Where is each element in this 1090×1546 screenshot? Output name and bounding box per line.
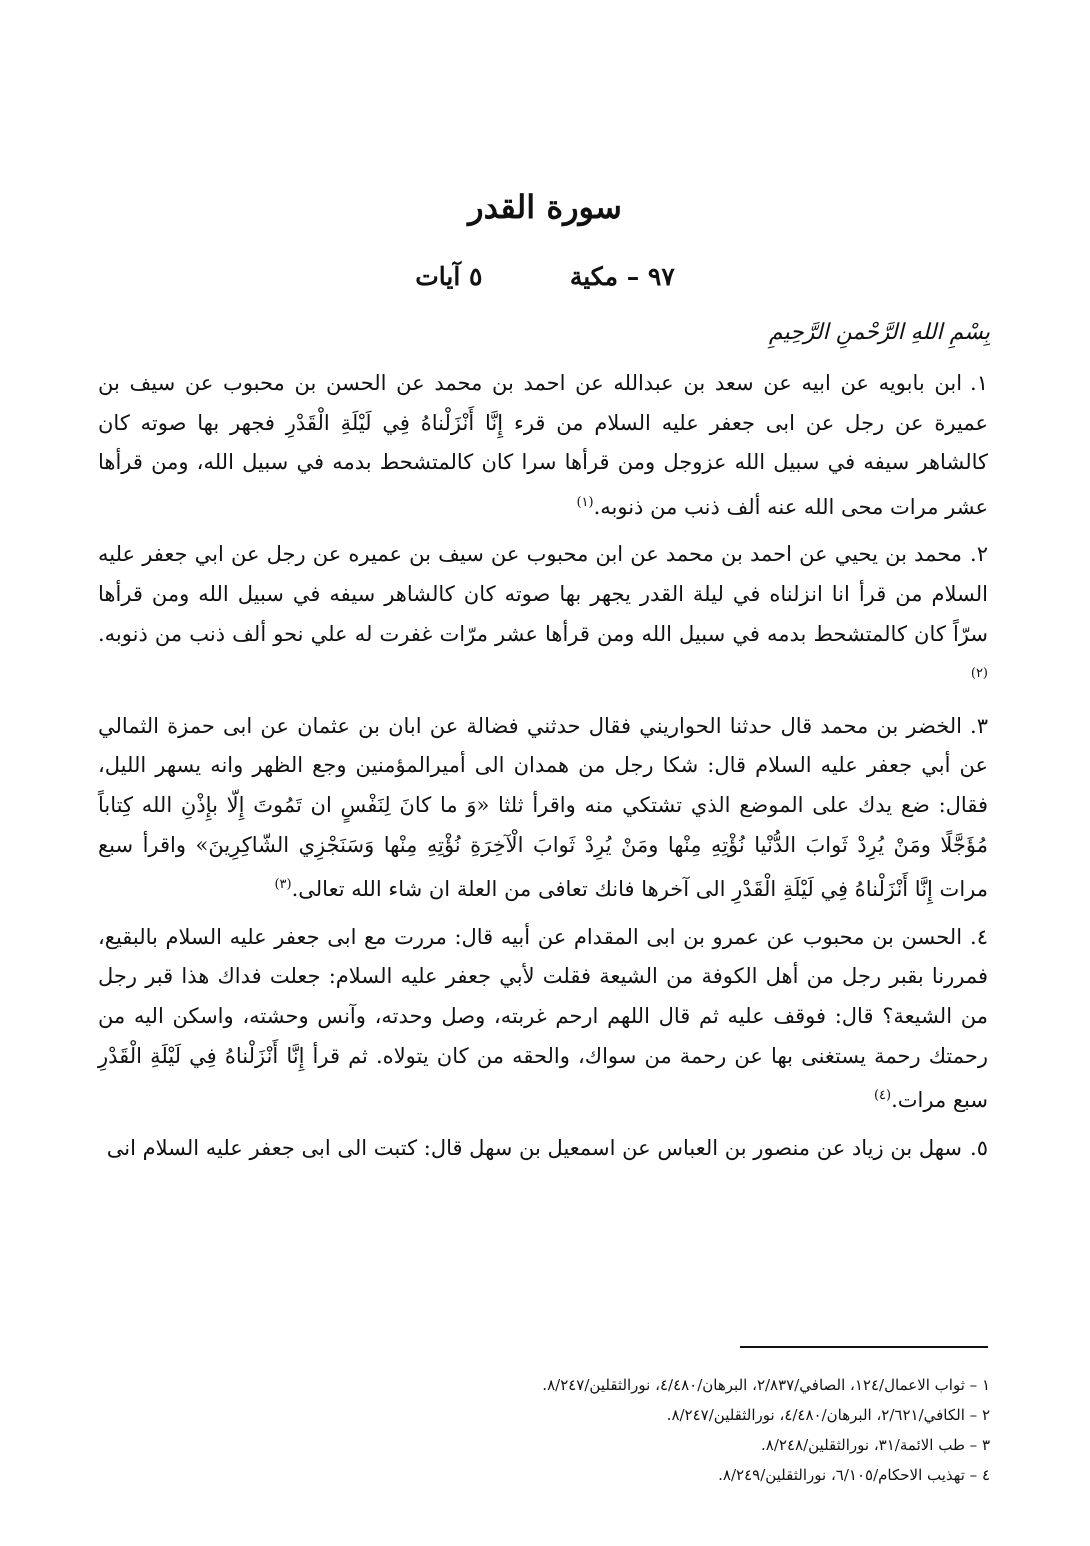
paragraph-text: ابن بابويه عن ابيه عن سعد بن عبدالله عن احمد بن محمد عن الحسن بن محبوب عن سيف بن عميرة عن رجل عن ابى جعفر عليه السلام من قرء إِنَّا أَنْزَلْناهُ فِي لَيْلَةِ الْقَدْرِ فجهر بها صوته كان كالشاهر سيفه في سبيل الله عزوجل ومن قرأها سرا كان كالمتشحط بدمه في سبيل الله، ومن قرأها عشر مرات محى الله عنه ألف ذنب من ذنوبه. <box>98 371 988 519</box>
paragraph-number: ٢. <box>970 542 988 567</box>
paragraph-text: الحسن بن محبوب عن عمرو بن ابى المقدام عن أبيه قال: مررت مع ابى جعفر عليه السلام بالبقيع، فمررنا بقبر رجل من أهل الكوفة من الشيعة فقلت لأبي جعفر عليه السلام: جعلت فداك هذا قبر رجل من الشيعة؟ قال: فوقف عليه ثم قال اللهم ارحم غربته، وصل وحدته، وآنس وحشته، واسكن اليه من رحمتك رحمة يستغنى بها عن رحمة من سواك، والحقه من كان يتولاه. ثم قرأ إِنَّا أَنْزَلْناهُ فِي لَيْلَةِ الْقَدْرِ سبع مرات. <box>98 924 988 1113</box>
paragraph-number: ٥. <box>970 1135 988 1160</box>
hadith-paragraph-3 <box>98 707 988 910</box>
surah-number-place: ٩٧ – مكية <box>569 262 675 291</box>
footnote-ref: (٣) <box>274 877 292 893</box>
footnotes <box>290 1372 990 1492</box>
footnote-ref: (٢) <box>970 666 988 682</box>
footnote-ref: (١) <box>576 494 594 510</box>
paragraph-text: سهل بن زياد عن منصور بن العباس عن اسمعيل بن سهل قال: كتبت الى ابى جعفر عليه السلام انى <box>106 1135 963 1160</box>
paragraph-number: ٤. <box>970 924 988 949</box>
hadith-paragraph-5 <box>98 1129 988 1169</box>
footnote-3: ٣ – طب الائمة/٣١، نورالثقلين/٨/٢٤٨. <box>761 1436 990 1454</box>
footnote-2: ٢ – الكافي/٢/٦٢١، البرهان/٤/٤٨٠، نورالثقلين/٨/٢٤٧. <box>666 1406 990 1424</box>
hadith-paragraph-4 <box>98 918 988 1121</box>
hadith-paragraph-2 <box>98 535 988 698</box>
hadith-body <box>98 364 988 1176</box>
footnote-divider <box>740 1346 988 1348</box>
surah-title: سورة القدر <box>468 188 622 226</box>
paragraph-text: الخضر بن محمد قال حدثنا الحواريني فقال حدثني فضالة عن ابان بن عثمان عن ابى حمزة الثمالي عن أبي جعفر عليه السلام قال: شكا رجل من همدان الى أميرالمؤمنين وجع الظهر وانه يسهر الليل، فقال: ضع يدك على الموضع الذي تشتكي منه واقرأ ثلثا «وَ ما كانَ لِنَفْسٍ ان تَمُوتَ إِلّا بإِذْنِ الله كِتاباً مُؤَجَّلًا ومَنْ يُرِدْ ثَوابَ الدُّنْيا نُؤْتِهِ مِنْها ومَنْ يُرِدْ ثَوابَ الْآخِرَةِ نُؤْتِهِ مِنْها وَسَنَجْزِي الشّاكِرِينَ» واقرأ سبع مرات إِنَّا أَنْزَلْناهُ فِي لَيْلَةِ الْقَدْرِ الى آخرها فانك تعافى من العلة ان شاء الله تعالى. <box>98 713 988 902</box>
paragraph-number: ١. <box>970 371 988 395</box>
surah-info <box>0 262 1090 291</box>
hadith-paragraph-1 <box>98 364 988 527</box>
paragraph-text: محمد بن يحيي عن احمد بن محمد عن ابن محبوب عن سيف بن عميره عن رجل عن ابي جعفر عليه السلام من قرأ انا انزلناه في ليلة القدر يجهر بها صوته كان كالشاهر سيفه في سبيل الله ومن قرأها سرّاً كان كالمتشحط بدمه في سبيل الله ومن قرأها عشر مرّات غفرت له علي نحو ألف ذنب من ذنوبه. <box>98 542 988 646</box>
footnote-ref: (٤) <box>873 1088 892 1104</box>
footnote-4: ٤ – تهذيب الاحكام/٦/١٠٥، نورالثقلين/٨/٢٤٩. <box>718 1466 990 1484</box>
paragraph-number: ٣. <box>970 713 988 738</box>
footnote-1: ١ – ثواب الاعمال/١٢٤، الصافي/٢/٨٣٧، البرهان/٤/٤٨٠، نورالثقلين/٨/٢٤٧. <box>542 1376 990 1394</box>
surah-verse-count: ٥ آيات <box>415 262 483 291</box>
basmala: بِسْمِ اللهِ الرَّحْمنِ الرَّحِيمِ <box>768 320 990 345</box>
